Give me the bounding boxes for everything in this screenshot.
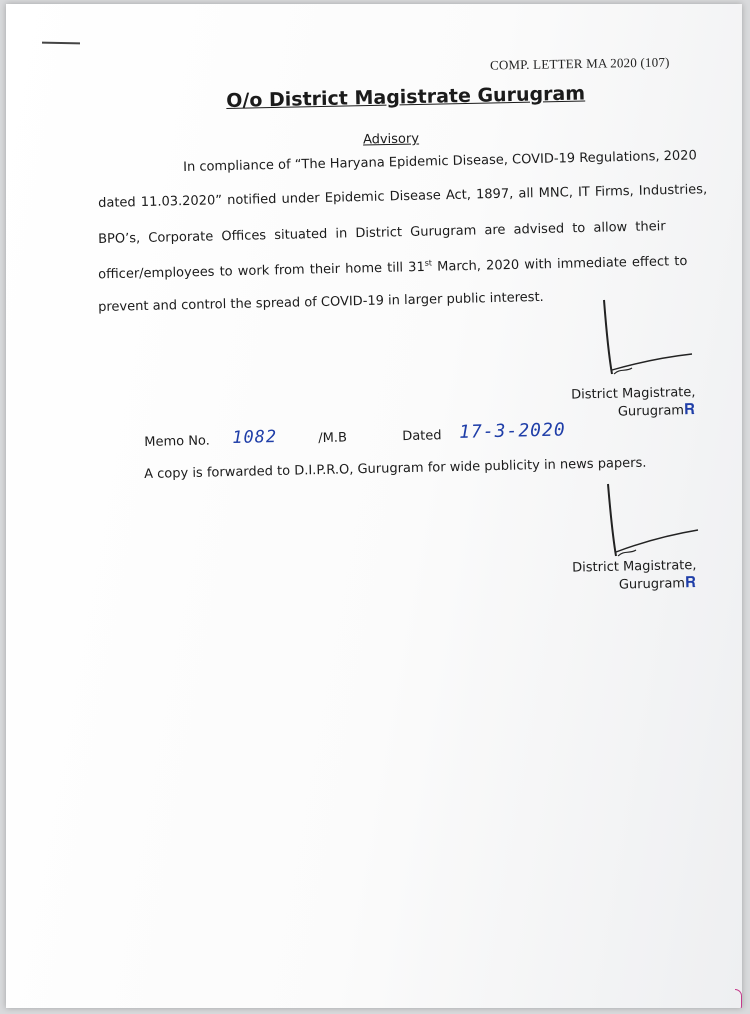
initials-mark: 𝐑 [683,399,696,419]
signature-block-2 [572,557,697,595]
memo-label: Memo No. [144,433,211,450]
ordinal-superscript: st [424,258,433,268]
memo-number: 1082 [232,426,278,448]
dated-label: Dated [402,428,442,445]
signature-block-1 [571,384,696,422]
initials-mark-2: 𝐑 [684,572,697,592]
place-2-text: Gurugram [618,576,685,593]
body-line-2: dated 11.03.2020” notified under Epidemic Disease Act, 1897, all MNC, IT Firms, Industries, [98,182,708,211]
place-1-text: Gurugram [617,403,684,420]
body-line-4-rest: March, 2020 with immediate effect to [431,253,688,275]
document-page [6,4,742,1008]
pencil-mark [42,42,80,45]
office-title: O/o District Magistrate Gurugram [226,82,586,112]
memo-date: 17-3-2020 [458,419,566,443]
body-line-1: In compliance of “The Haryana Epidemic Disease, COVID-19 Regulations, 2020 [183,148,697,175]
designation-1: District Magistrate, [570,384,696,403]
advisory-heading: Advisory [362,131,420,148]
body-line-4 [98,253,688,283]
edge-mark [735,989,742,1008]
designation-2: District Magistrate, [571,557,697,576]
signature-1 [596,296,706,386]
body-line-5: prevent and control the spread of COVID-19 in larger public interest. [98,289,544,315]
place-2 [572,574,697,595]
copy-forward-line: A copy is forwarded to D.I.P.R.O, Gurugram for wide publicity in news papers. [144,455,647,482]
body-line-4-text: officer/employees to work from their home till 31 [98,259,425,283]
reference-number: COMP. LETTER MA 2020 (107) [489,54,670,73]
memo-suffix: /M.B [318,430,348,447]
memo-line [144,418,625,459]
body-line-3: BPO’s, Corporate Offices situated in District Gurugram are advised to allow their [98,219,666,247]
